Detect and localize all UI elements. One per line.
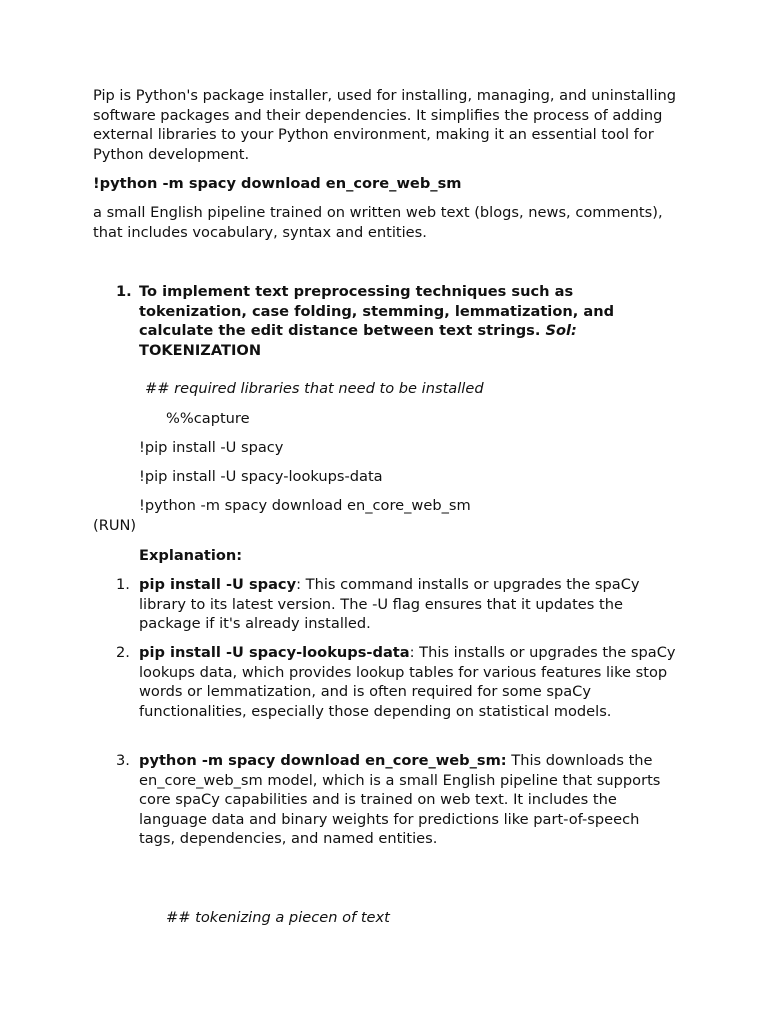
explanation-heading: Explanation: [139, 547, 243, 564]
task-statement [139, 282, 669, 360]
install-line-download: !python -m spacy download en_core_web_sm [139, 497, 471, 514]
explanation-item-number: 1. [116, 576, 130, 593]
install-line-lookups: !pip install -U spacy-lookups-data [139, 468, 383, 485]
task-text: To implement text preprocessing techniques such as tokenization, case folding, stemming, lemmatization, and calculate the edit distance between text strings. [139, 283, 615, 340]
explanation-item [139, 643, 679, 721]
explanation-text: : This command installs or upgrades the spaCy library to its latest version. The -U flag ensures that it updates the package if it's already installed. [139, 576, 640, 633]
tokenize-comment: ## tokenizing a piecen of text [166, 909, 390, 926]
section-title: TOKENIZATION [139, 341, 262, 359]
explanation-text: : This installs or upgrades the spaCy lookups data, which provides lookup tables for various features like stop words or lemmatization, and is often required for some spaCy functionalities, especially those depending on statistical models. [139, 644, 676, 720]
install-comment: ## required libraries that need to be installed [145, 380, 484, 397]
explanation-item-number: 3. [116, 752, 130, 769]
explanation-term: python -m spacy download en_core_web_sm: [139, 752, 507, 769]
sol-label: Sol: [545, 322, 577, 340]
install-line-spacy: !pip install -U spacy [139, 439, 284, 456]
explanation-item [139, 575, 679, 634]
model-download-command: !python -m spacy download en_core_web_sm [93, 175, 462, 192]
capture-magic: %%capture [166, 410, 250, 427]
intro-paragraph: Pip is Python's package installer, used for installing, managing, and uninstalling software packages and their dependencies. It simplifies the process of adding external libraries to your Python environment, making it an essential tool for Python development. [93, 87, 677, 163]
explanation-term: pip install -U spacy [139, 576, 297, 593]
task-number: 1. [116, 283, 132, 300]
explanation-item-number: 2. [116, 644, 130, 661]
explanation-text: This downloads the en_core_web_sm model, which is a small English pipeline that supports core spaCy capabilities and is trained on web text. It includes the language data and binary weights for predictions like part-of-speech tags, dependencies, and named entities. [139, 752, 661, 848]
pipeline-description: a small English pipeline trained on written web text (blogs, news, comments), that includes vocabulary, syntax and entities. [93, 204, 663, 241]
run-label: (RUN) [93, 517, 137, 534]
explanation-item [139, 751, 679, 849]
explanation-term: pip install -U spacy-lookups-data [139, 644, 410, 661]
